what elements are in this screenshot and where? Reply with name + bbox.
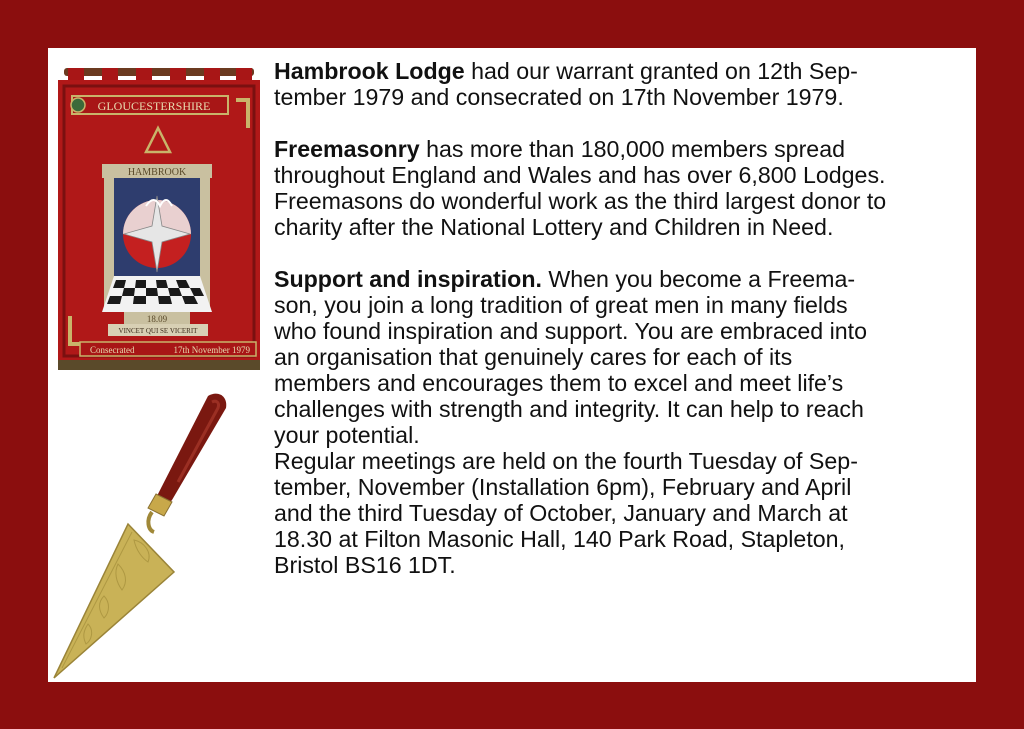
text-line: Regular meetings are held on the fourth Tuesday of Sep- — [274, 448, 858, 474]
banner-pole — [64, 68, 254, 76]
text-line: had our warrant granted on 12th Sep- — [464, 58, 858, 84]
text-line: throughout England and Wales and has over 6,800 Lodges. — [274, 162, 886, 188]
text-line: your potential. — [274, 422, 420, 448]
trowel-blade — [54, 524, 174, 678]
text-line: Freemasons do wonderful work as the third largest donor to — [274, 188, 887, 214]
trowel-image — [48, 382, 238, 682]
body-text — [274, 58, 970, 578]
text-line: an organisation that genuinely cares for each of its — [274, 344, 793, 370]
paragraph-support — [274, 266, 970, 448]
text-line: challenges with strength and integrity. It can help to reach — [274, 396, 864, 422]
lead-hambrook-lodge: Hambrook Lodge — [274, 58, 465, 84]
text-line: son, you join a long tradition of great men in many fields — [274, 292, 848, 318]
text-line: tember 1979 and consecrated on 17th November 1979. — [274, 84, 844, 110]
banner-motto: VINCET QUI SE VICERIT — [118, 327, 198, 335]
text-line: 18.30 at Filton Masonic Hall, 140 Park Road, Stapleton, — [274, 526, 845, 552]
paragraph-freemasonry — [274, 136, 970, 240]
text-line: who found inspiration and support. You are embraced into — [274, 318, 867, 344]
banner-consecrated-date: 17th November 1979 — [173, 345, 250, 355]
text-line: tember, November (Installation 6pm), February and April — [274, 474, 852, 500]
text-line: When you become a Freema- — [541, 266, 856, 292]
text-line: has more than 180,000 members spread — [419, 136, 845, 162]
banner-consecrated-label: Consecrated — [90, 345, 135, 355]
banner-number: 18.09 — [146, 314, 168, 324]
banner-chequered-floor — [102, 276, 212, 312]
lead-freemasonry: Freemasonry — [274, 136, 420, 162]
paragraph-meetings — [274, 448, 970, 578]
banner-county-text: GLOUCESTERSHIRE — [97, 99, 211, 113]
lead-support-inspiration: Support and inspiration. — [274, 266, 542, 292]
lodge-banner-image — [50, 66, 268, 372]
text-line: Bristol BS16 1DT. — [274, 552, 456, 578]
text-line: charity after the National Lottery and Children in Need. — [274, 214, 834, 240]
content-panel — [48, 48, 976, 682]
paragraph-history — [274, 58, 970, 110]
text-line: members and encourages them to excel and meet life’s — [274, 370, 844, 396]
text-line: and the third Tuesday of October, January and March at — [274, 500, 848, 526]
banner-fringe — [58, 360, 260, 370]
trowel-shank — [148, 512, 154, 532]
banner-lodge-name: HAMBROOK — [127, 167, 187, 178]
